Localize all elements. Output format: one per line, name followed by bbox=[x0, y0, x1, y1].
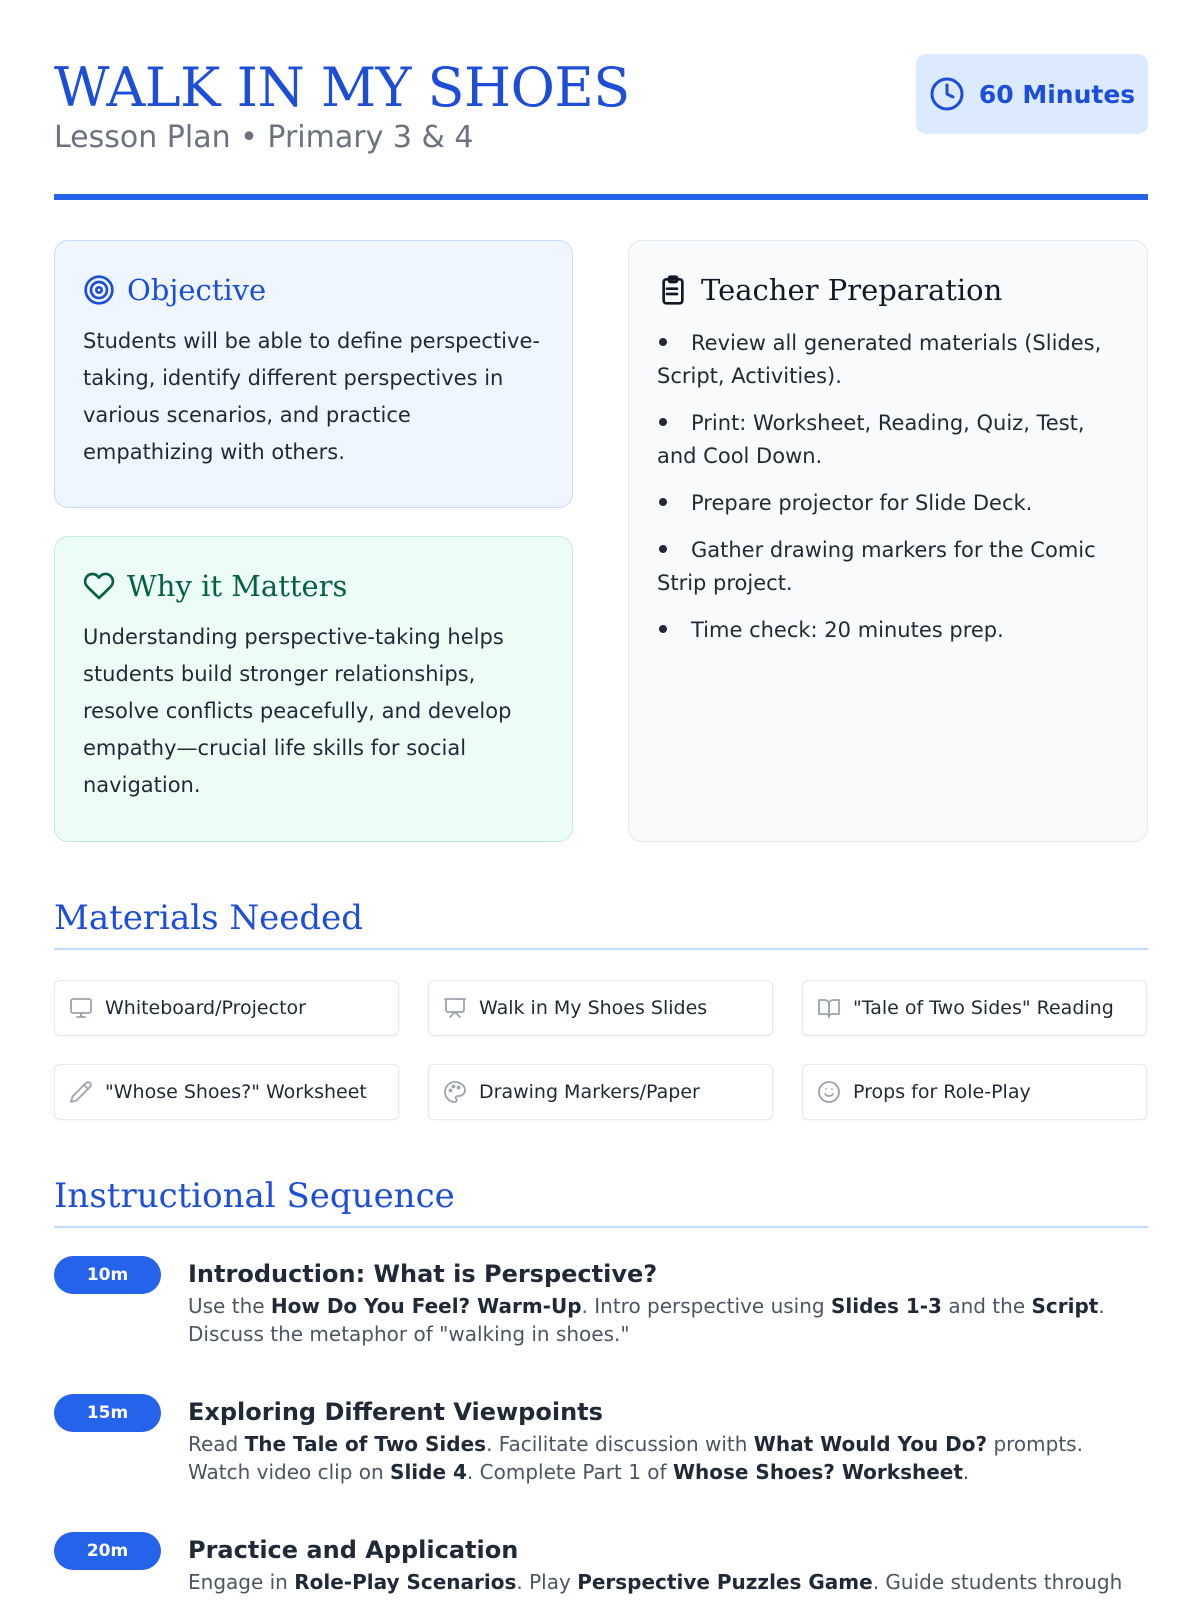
bullet bbox=[659, 625, 667, 633]
why-it-matters-card bbox=[54, 536, 573, 842]
description-text: . Play bbox=[516, 1570, 578, 1594]
material-item bbox=[54, 980, 399, 1036]
prep-item-text: Prepare projector for Slide Deck. bbox=[691, 491, 1033, 515]
step-body bbox=[188, 1256, 1148, 1348]
prep-list bbox=[657, 327, 1119, 647]
material-item bbox=[802, 980, 1147, 1036]
step-description bbox=[188, 1430, 1148, 1486]
list-item bbox=[657, 487, 1119, 520]
objective-heading-text: Objective bbox=[127, 273, 267, 307]
lesson-plan-page bbox=[54, 0, 1148, 1600]
sequence-step bbox=[54, 1256, 1148, 1394]
materials-grid bbox=[54, 980, 1148, 1120]
smile-icon bbox=[817, 1080, 841, 1104]
prep-item-text: Print: Worksheet, Reading, Quiz, Test, and Cool Down. bbox=[657, 411, 1085, 468]
page-title: WALK IN MY SHOES bbox=[54, 56, 630, 119]
emphasis-text: Slide 4 bbox=[390, 1460, 467, 1484]
why-text: Understanding perspective-taking helps students build stronger relationships, resolve conflicts peacefully, and develop empathy—crucial life skills for social navigation. bbox=[83, 625, 512, 797]
emphasis-text: Script bbox=[1031, 1294, 1099, 1318]
material-label: Whiteboard/Projector bbox=[105, 997, 306, 1019]
prep-item-text: Review all generated materials (Slides, Script, Activities). bbox=[657, 331, 1102, 388]
time-pill: 20m bbox=[54, 1532, 161, 1570]
material-label: Drawing Markers/Paper bbox=[479, 1081, 700, 1103]
clipboard-list-icon bbox=[657, 274, 689, 306]
description-text: . Complete Part 1 of bbox=[466, 1460, 673, 1484]
sequence-step bbox=[54, 1394, 1148, 1532]
palette-icon bbox=[443, 1080, 467, 1104]
prep-heading-text: Teacher Preparation bbox=[701, 273, 1003, 307]
step-description bbox=[188, 1568, 1148, 1596]
materials-heading: Materials Needed bbox=[54, 898, 1148, 950]
list-item bbox=[657, 327, 1119, 393]
description-text: . Intro perspective using bbox=[581, 1294, 831, 1318]
description-text: . Discuss the metaphor of "walking in shoes." bbox=[188, 1294, 1105, 1346]
emphasis-text: Slides 1-3 bbox=[830, 1294, 942, 1318]
material-item bbox=[428, 1064, 773, 1120]
material-label: "Whose Shoes?" Worksheet bbox=[105, 1081, 367, 1103]
bullet bbox=[659, 338, 667, 346]
sequence-steps bbox=[54, 1256, 1148, 1600]
objective-text: Students will be able to define perspective-taking, identify different perspectives in various scenarios, and practice empathizing with others. bbox=[83, 329, 540, 464]
emphasis-text: Perspective Puzzles Game bbox=[577, 1570, 873, 1594]
target-icon bbox=[83, 274, 115, 306]
sequence-heading: Instructional Sequence bbox=[54, 1176, 1148, 1228]
material-label: Walk in My Shoes Slides bbox=[479, 997, 708, 1019]
prep-heading bbox=[657, 273, 1119, 307]
why-heading bbox=[83, 569, 544, 603]
objective-heading bbox=[83, 273, 544, 307]
material-item bbox=[428, 980, 773, 1036]
header-divider bbox=[54, 194, 1148, 200]
step-title: Exploring Different Viewpoints bbox=[188, 1398, 603, 1426]
bullet bbox=[659, 418, 667, 426]
presentation-icon bbox=[443, 996, 467, 1020]
bullet bbox=[659, 498, 667, 506]
list-item bbox=[657, 407, 1119, 473]
step-description bbox=[188, 1292, 1148, 1348]
description-text: prompts. Watch video clip on bbox=[188, 1432, 1083, 1484]
description-text: . Facilitate discussion with bbox=[486, 1432, 754, 1456]
step-body bbox=[188, 1394, 1148, 1486]
description-text: Engage in bbox=[188, 1570, 295, 1594]
emphasis-text: Role-Play Scenarios bbox=[294, 1570, 517, 1594]
heart-icon bbox=[83, 570, 115, 602]
step-title: Practice and Application bbox=[188, 1536, 519, 1564]
description-text: and the bbox=[941, 1294, 1032, 1318]
why-heading-text: Why it Matters bbox=[127, 569, 348, 603]
description-text: . bbox=[962, 1460, 970, 1484]
time-pill: 15m bbox=[54, 1394, 161, 1432]
book-open-icon bbox=[817, 996, 841, 1020]
description-text: Read bbox=[188, 1432, 245, 1456]
page-subtitle: Lesson Plan • Primary 3 & 4 bbox=[54, 120, 474, 155]
header bbox=[54, 52, 1148, 200]
monitor-icon bbox=[69, 996, 93, 1020]
description-text: Use the bbox=[188, 1294, 271, 1318]
emphasis-text: The Tale of Two Sides bbox=[244, 1432, 487, 1456]
sequence-step bbox=[54, 1532, 1148, 1600]
prep-item-text: Gather drawing markers for the Comic Strip project. bbox=[657, 538, 1096, 595]
list-item bbox=[657, 614, 1119, 647]
objective-card bbox=[54, 240, 573, 508]
duration-label: 60 Minutes bbox=[978, 79, 1136, 109]
list-item bbox=[657, 534, 1119, 600]
pencil-icon bbox=[69, 1080, 93, 1104]
material-label: "Tale of Two Sides" Reading bbox=[853, 997, 1114, 1019]
clock-icon bbox=[929, 76, 965, 112]
material-item bbox=[802, 1064, 1147, 1120]
teacher-preparation-card bbox=[628, 240, 1148, 842]
material-item bbox=[54, 1064, 399, 1120]
time-pill: 10m bbox=[54, 1256, 161, 1294]
bullet bbox=[659, 545, 667, 553]
material-label: Props for Role-Play bbox=[853, 1081, 1031, 1103]
step-body bbox=[188, 1532, 1148, 1596]
prep-item-text: Time check: 20 minutes prep. bbox=[691, 618, 1004, 642]
duration-badge bbox=[916, 54, 1148, 134]
emphasis-text: How Do You Feel? Warm-Up bbox=[270, 1294, 582, 1318]
description-text: . Guide students through bbox=[872, 1570, 1123, 1594]
step-title: Introduction: What is Perspective? bbox=[188, 1260, 658, 1288]
emphasis-text: What Would You Do? bbox=[753, 1432, 988, 1456]
emphasis-text: Whose Shoes? Worksheet bbox=[672, 1460, 963, 1484]
